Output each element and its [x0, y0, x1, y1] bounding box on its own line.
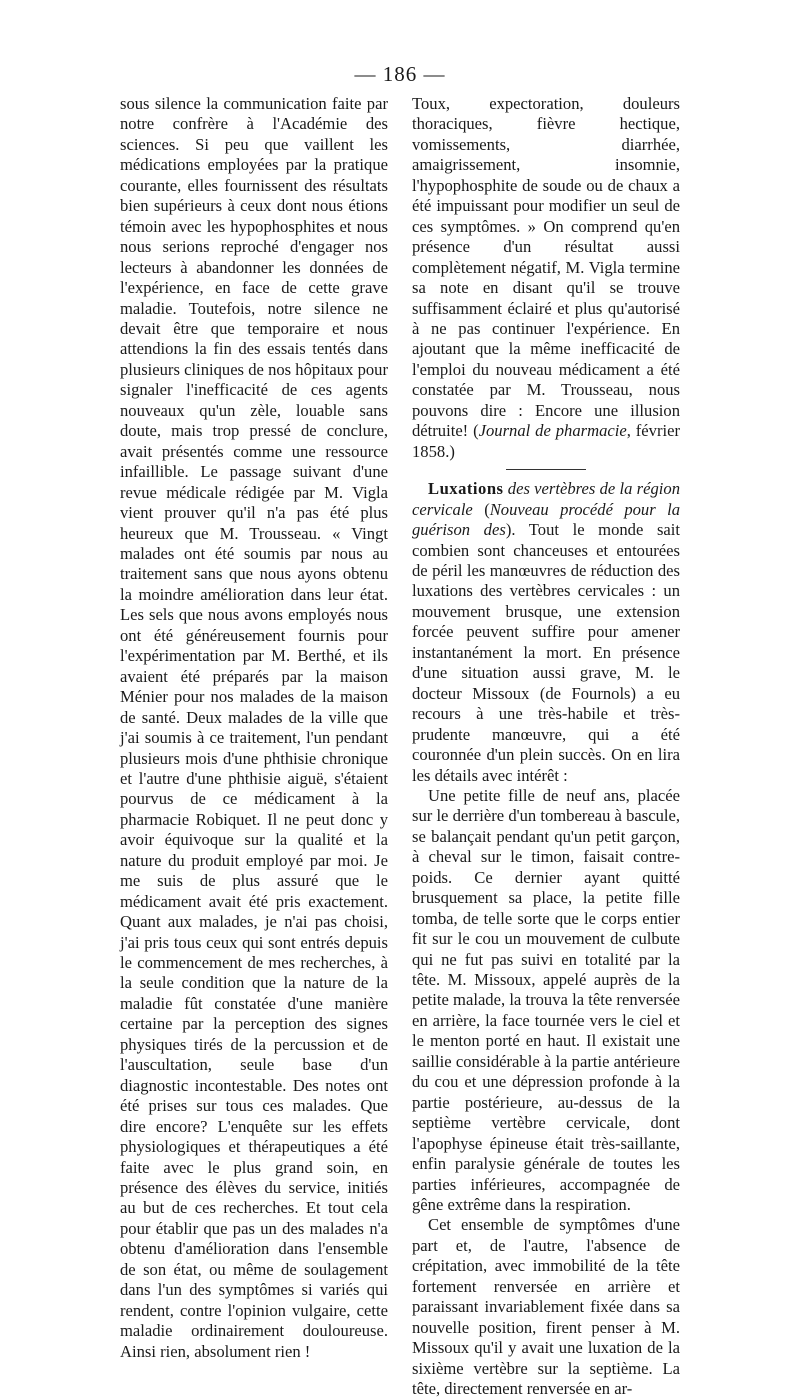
section-divider: [506, 469, 586, 470]
paren-open: (: [472, 499, 490, 519]
article-luxations-intro: [412, 479, 680, 786]
article-paragraph-2: Une petite fille de neuf ans, placée sur le derrière d'un tombereau à bascule, se balançait pendant qu'un petit garçon, à cheval sur le timon, faisait contre-poids. Ce dernier ayant quitté brusquement sa place, la petite fille tomba, de telle sorte que le corps entier fit sur le cou un mouvement de culbute qui ne fut pas suivi en totalité par la tête. M. Missoux, appelé auprès de la petite malade, la trouva la tête renversée en arrière, la face tournée vers le ciel et le menton porté en haut. Il existait une saillie considérable à la partie antérieure du cou et une dépression profonde à la partie postérieure, au-dessus de la septième vertèbre cervicale, dont l'apophyse épineuse était très-saillante, enfin paralysie générale de toutes les parties inférieures, accompagnée de gêne extrême dans la respiration.: [412, 785, 680, 1215]
paren-close: ).: [505, 520, 529, 540]
article-paragraph-3: Cet ensemble de symptômes d'une part et, de l'autre, l'absence de crépitation, avec immobilité de la tête fortement renversée en arrière et paraissant invariablement fixée dans sa nouvelle position, firent penser à M. Missoux qu'il y avait une luxation de la sixième vertèbre sur la septième. La tête, directement renversée en ar-: [412, 1215, 680, 1399]
continuation-text-part2: , février 1858.): [412, 421, 680, 461]
article-paragraph-1: Tout le monde sait combien sont chanceuses et entourées de péril les manœuvres de réduction des luxations des vertèbres cervicales : un mouvement brusque, une extension forcée peuvent suffire pour amener instantanément la mort. En présence d'une situation aussi grave, M. le docteur Missoux (de Fournols) a eu recours à une très-habile et très-prudente manœuvre, qui a été couronnée d'un plein succès. On en lira les détails avec intérêt :: [412, 520, 680, 785]
article-head-word: Luxations: [428, 479, 504, 499]
right-column-continuation: [412, 94, 680, 462]
article-subtitle: des vertèbres de la région cervicale: [412, 479, 681, 519]
journal-reference: Journal de pharmacie: [478, 421, 627, 441]
left-column-text: sous silence la communication faite par notre confrère à l'Académie des sciences. Si peu que vaillent les médications employées par la pratique courante, elles fournissent des résultats bien supérieurs à ceux dont nous étions témoin avec les hypophosphites et nous nous serions reproché d'engager nos lecteurs à abandonner les données de l'expérience, en face de cette grave maladie. Toutefois, notre silence ne devait être que temporaire et nous attendions la fin des essais tentés dans plusieurs cliniques de nos hôpitaux pour signaler l'inefficacité de ces agents nouveaux qu'un zèle, louable sans doute, mais trop pressé de conclure, avait présentés comme une ressource infaillible. Le passage suivant d'une revue médicale rédigée par M. Vigla vient prouver qu'il n'a pas été plus heureux que M. Trousseau. « Vingt malades ont été soumis par nous au traitement sans que nous ayons obtenu la moindre amélioration dans leur état. Les sels que nous avons employés nous ont été généreusement fournis pour l'expérimentation par M. Berthé, et ils avaient été préparés par la maison Ménier pour nos malades de la maison de santé. Deux malades de la ville que j'ai soumis à ce traitement, l'un pendant plusieurs mois d'une phthisie chronique et l'autre d'une phthisie aiguë, s'étaient pourvus de ce médicament à la pharmacie Robiquet. Il ne peut donc y avoir équivoque sur la qualité et la nature du produit employé par moi. Je me suis de plus assuré que le médicament avait été pris exactement. Quant aux malades, je n'ai pas choisi, j'ai pris tous ceux qui sont entrés depuis le commencement de mes recherches, à la seule condition que la nature de la maladie fût constatée d'une manière certaine par la perception des signes physiques tirés de la percussion et de l'auscultation, seule base d'un diagnostic incontestable. Des notes ont été prises sur tous ces malades. Que dire encore? L'enquête sur les effets physiologiques et thérapeutiques a été faite avec le plus grand soin, en présence des élèves du service, initiés au but de ces recherches. Et tout cela pour établir que pas un des malades n'a obtenu d'amélioration dans l'ensemble de son état, ou même de soulagement dans l'un des symptômes si variés qui rendent, contre l'opinion vulgaire, cette maladie ordinairement douloureuse. Ainsi rien, absolument rien !: [120, 94, 388, 1361]
page-number: — 186 —: [354, 62, 446, 86]
article-procede: Nouveau procédé pour la guérison des: [412, 499, 680, 540]
continuation-text-part1: Toux, expectoration, douleurs thoraciques, fièvre hectique, vomissements, diarrhée, amaigrissement, insomnie, l'hypophosphite de soude ou de chaux a été impuissant pour modifier un seul de ces symptômes. » On comprend qu'en présence d'un résultat aussi complètement négatif, M. Vigla termine sa note en disant qu'il se trouve suffisamment éclairé et plus qu'autorisé à ne pas continuer l'expérience. En ajoutant que la même inefficacité de l'emploi du nouveau médicament a été constatée par M. Trousseau, nous pouvons dire : Encore une illusion détruite! (: [412, 94, 680, 441]
left-column: [120, 94, 388, 1362]
right-column: [412, 94, 680, 1400]
